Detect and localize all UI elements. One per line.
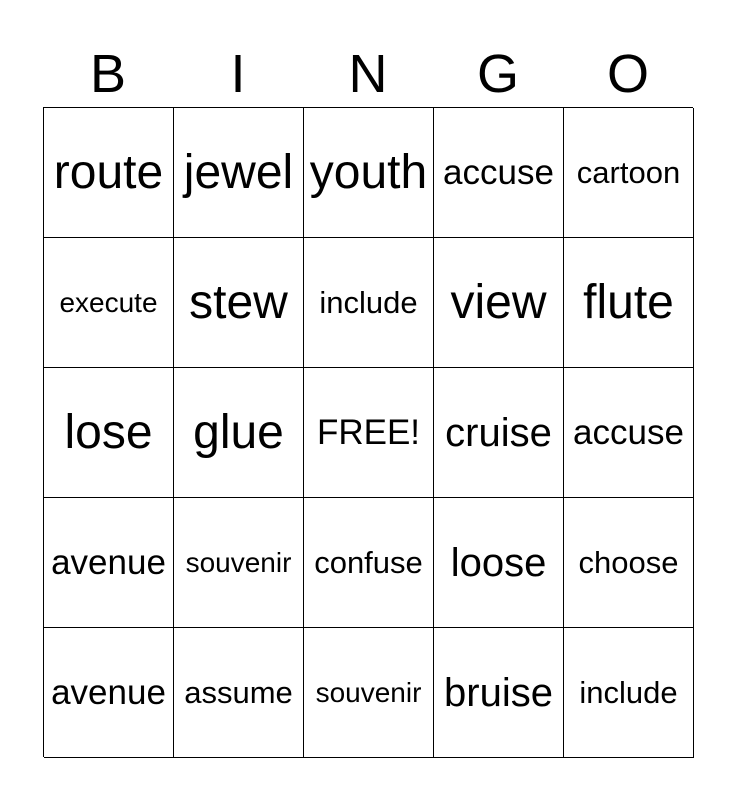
bingo-cell[interactable]: flute	[564, 238, 694, 368]
bingo-cell[interactable]: include	[304, 238, 434, 368]
bingo-cell[interactable]: souvenir	[174, 498, 304, 628]
bingo-cell[interactable]: youth	[304, 108, 434, 238]
bingo-board	[43, 107, 693, 757]
header-letter-b: B	[89, 44, 127, 104]
bingo-cell[interactable]: stew	[174, 238, 304, 368]
bingo-header	[43, 42, 693, 106]
bingo-cell[interactable]: cruise	[434, 368, 564, 498]
bingo-cell[interactable]: glue	[174, 368, 304, 498]
bingo-cell[interactable]: assume	[174, 628, 304, 758]
bingo-cell[interactable]: accuse	[434, 108, 564, 238]
bingo-cell[interactable]: avenue	[44, 628, 174, 758]
bingo-cell[interactable]: bruise	[434, 628, 564, 758]
bingo-cell[interactable]: avenue	[44, 498, 174, 628]
bingo-cell[interactable]: loose	[434, 498, 564, 628]
bingo-cell[interactable]: lose	[44, 368, 174, 498]
free-space[interactable]: FREE!	[304, 368, 434, 498]
bingo-cell[interactable]: include	[564, 628, 694, 758]
bingo-cell[interactable]: execute	[44, 238, 174, 368]
header-letter-o: O	[606, 44, 649, 104]
bingo-cell[interactable]: confuse	[304, 498, 434, 628]
bingo-cell[interactable]: cartoon	[564, 108, 694, 238]
bingo-cell[interactable]: view	[434, 238, 564, 368]
bingo-cell[interactable]: choose	[564, 498, 694, 628]
header-letter-g: G	[476, 44, 519, 104]
header-letter-i: I	[230, 44, 246, 104]
bingo-cell[interactable]: jewel	[174, 108, 304, 238]
header-letter-n: N	[348, 44, 388, 104]
bingo-cell[interactable]: route	[44, 108, 174, 238]
bingo-cell[interactable]: souvenir	[304, 628, 434, 758]
bingo-cell[interactable]: accuse	[564, 368, 694, 498]
